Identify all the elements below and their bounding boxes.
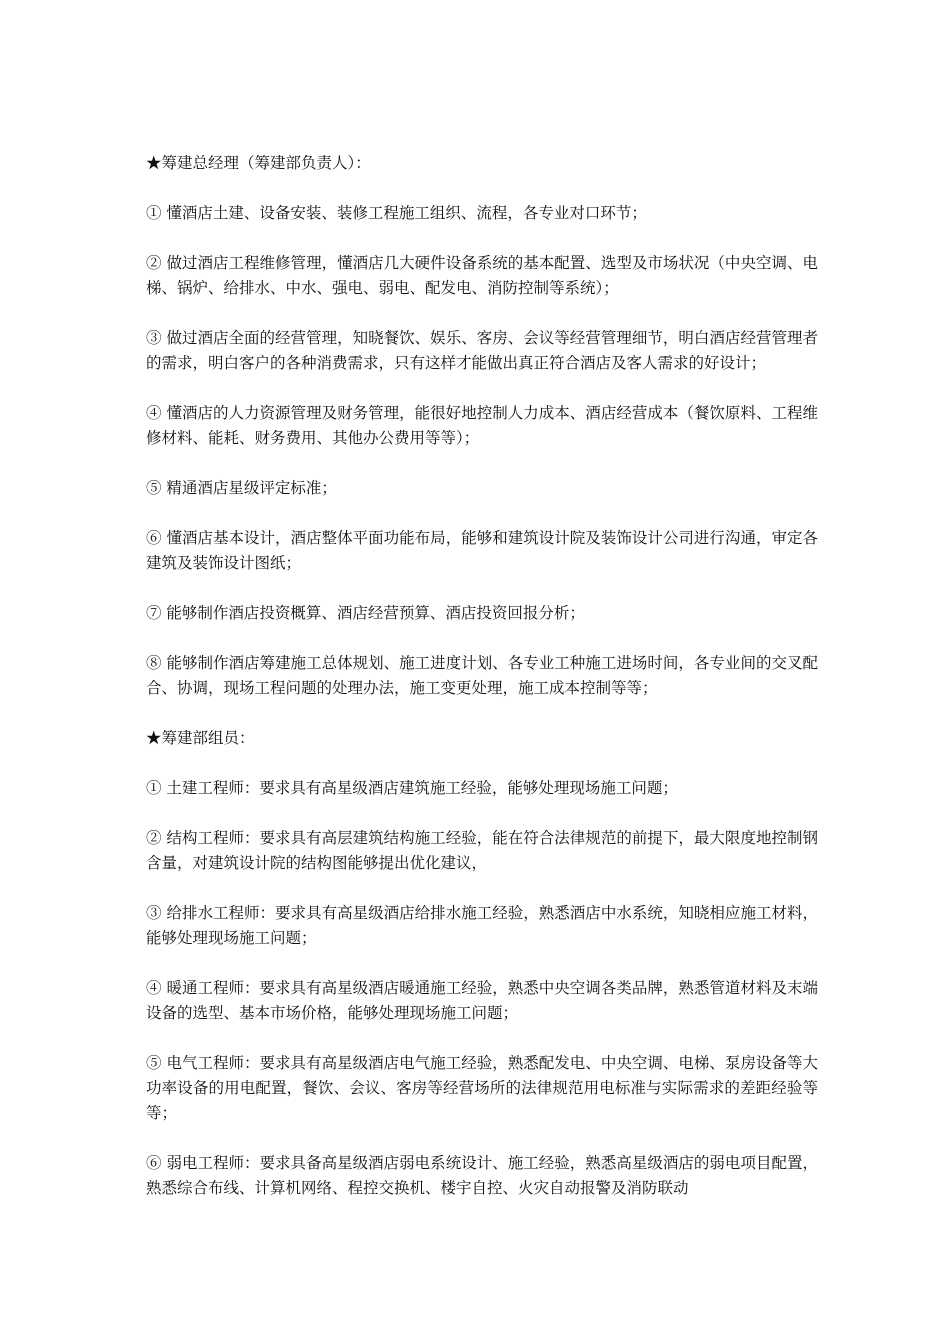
paragraph-member-6: ⑥ 弱电工程师：要求具备高星级酒店弱电系统设计、施工经验，熟悉高星级酒店的弱电项目配置，熟悉综合布线、计算机网络、程控交换机、楼宇自控、火灾自动报警及消防联动	[146, 1154, 818, 1197]
document-body	[146, 151, 818, 1226]
paragraph-gm-5: ⑤ 精通酒店星级评定标准；	[146, 479, 337, 497]
section-heading-general-manager: ★筹建总经理（筹建部负责人）：	[146, 154, 371, 172]
paragraph-member-4: ④ 暖通工程师：要求具有高星级酒店暖通施工经验，熟悉中央空调各类品牌，熟悉管道材料及末端设备的选型、基本市场价格，能够处理现场施工问题；	[146, 979, 818, 1022]
paragraph-gm-7: ⑦ 能够制作酒店投资概算、酒店经营预算、酒店投资回报分析；	[146, 604, 585, 622]
paragraph-gm-4: ④ 懂酒店的人力资源管理及财务管理，能很好地控制人力成本、酒店经营成本（餐饮原料、工程维修材料、能耗、财务费用、其他办公费用等等）；	[146, 404, 818, 447]
paragraph-gm-3: ③ 做过酒店全面的经营管理，知晓餐饮、娱乐、客房、会议等经营管理细节，明白酒店经营管理者的需求，明白客户的各种消费需求，只有这样才能做出真正符合酒店及客人需求的好设计；	[146, 329, 818, 372]
paragraph-gm-6: ⑥ 懂酒店基本设计，酒店整体平面功能布局，能够和建筑设计院及装饰设计公司进行沟通，审定各建筑及装饰设计图纸；	[146, 529, 818, 572]
paragraph-member-1: ① 土建工程师：要求具有高星级酒店建筑施工经验，能够处理现场施工问题；	[146, 779, 678, 797]
paragraph-gm-2: ② 做过酒店工程维修管理，懂酒店几大硬件设备系统的基本配置、选型及市场状况（中央空调、电梯、锅炉、给排水、中水、强电、弱电、配发电、消防控制等系统）；	[146, 254, 818, 297]
paragraph-member-2: ② 结构工程师：要求具有高层建筑结构施工经验，能在符合法律规范的前提下，最大限度地控制钢含量，对建筑设计院的结构图能够提出优化建议，	[146, 829, 818, 872]
section-heading-team-members: ★筹建部组员：	[146, 729, 255, 747]
paragraph-gm-1: ① 懂酒店土建、设备安装、装修工程施工组织、流程，各专业对口环节；	[146, 204, 647, 222]
paragraph-member-5: ⑤ 电气工程师：要求具有高星级酒店电气施工经验，熟悉配发电、中央空调、电梯、泵房设备等大功率设备的用电配置，餐饮、会议、客房等经营场所的法律规范用电标准与实际需求的差距经验等等；	[146, 1054, 818, 1122]
paragraph-gm-8: ⑧ 能够制作酒店筹建施工总体规划、施工进度计划、各专业工种施工进场时间，各专业间的交叉配合、协调，现场工程问题的处理办法，施工变更处理，施工成本控制等等；	[146, 654, 818, 697]
paragraph-member-3: ③ 给排水工程师：要求具有高星级酒店给排水施工经验，熟悉酒店中水系统，知晓相应施工材料，能够处理现场施工问题；	[146, 904, 818, 947]
